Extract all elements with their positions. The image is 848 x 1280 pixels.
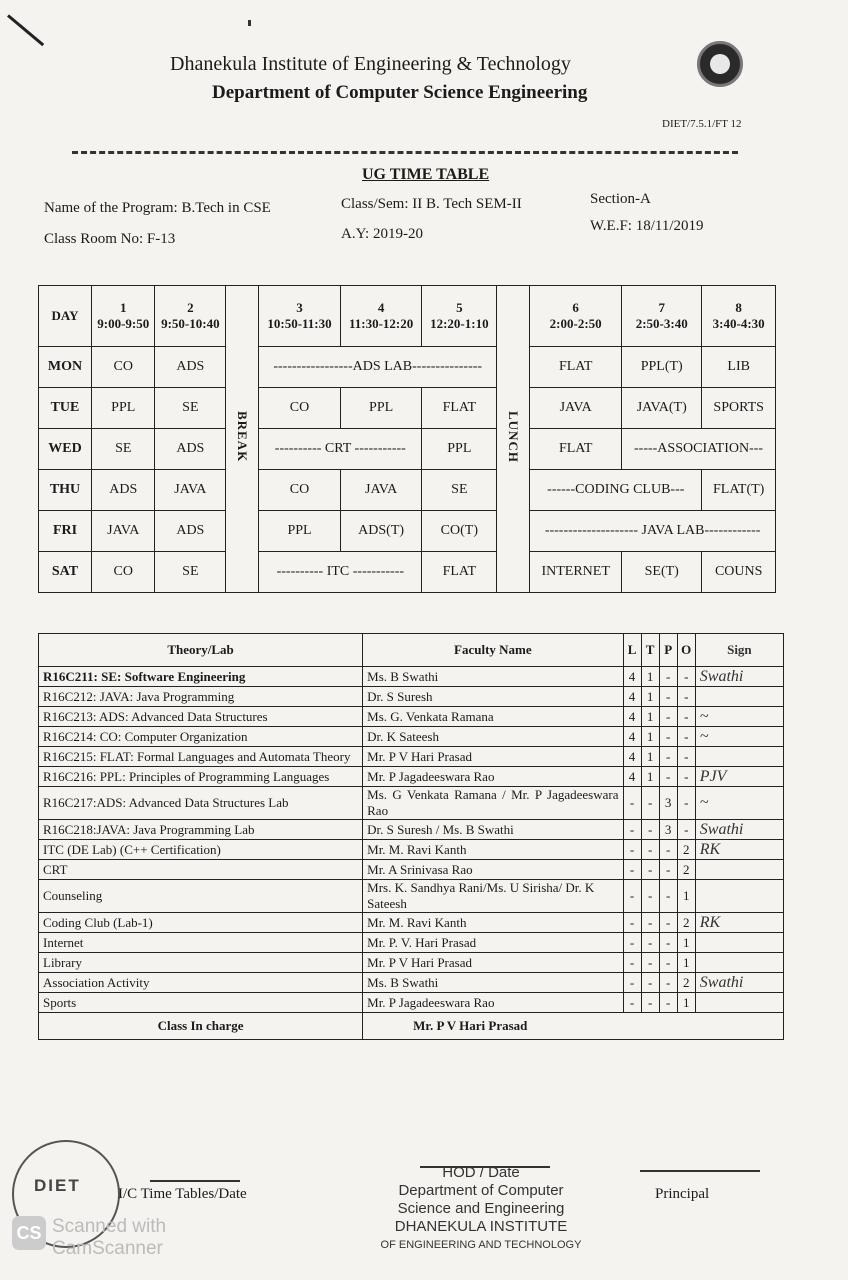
slot-cell: ADS [155,429,226,470]
period-num: 1 [119,300,127,315]
academic-year: A.Y: 2019-20 [341,226,423,242]
p-cell: - [659,687,677,707]
day-cell: MON [39,347,92,388]
t-cell: - [641,993,659,1013]
o-cell: 2 [677,973,695,993]
subject-cell: Association Activity [39,973,363,993]
subject-cell: R16C212: JAVA: Java Programming [39,687,363,707]
subject-cell: R16C215: FLAT: Formal Languages and Automata Theory [39,747,363,767]
t-cell: 1 [641,747,659,767]
faculty-cell: Ms. G Venkata Ramana / Mr. P Jagadeeswara Rao [363,787,623,820]
wef-date: W.E.F: 18/11/2019 [590,218,704,234]
l-header: L [623,634,641,667]
period-8-header [702,286,776,347]
hod-line: OF ENGINEERING AND TECHNOLOGY [380,1239,582,1251]
o-cell: 1 [677,993,695,1013]
l-cell: - [623,953,641,973]
l-cell: - [623,933,641,953]
l-cell: 4 [623,667,641,687]
subject-cell: R16C218:JAVA: Java Programming Lab [39,820,363,840]
institute-name: Dhanekula Institute of Engineering & Technology [170,53,571,75]
subject-cell: CRT [39,860,363,880]
signature-cell [695,993,783,1013]
signature-cell [695,953,783,973]
timetable [38,285,776,593]
faculty-cell: Ms. B Swathi [363,667,623,687]
subject-cell: Counseling [39,880,363,913]
slot-cell: ------CODING CLUB--- [530,470,702,511]
slot-cell: ---------- ITC ----------- [259,552,422,593]
p-cell: - [659,667,677,687]
hod-line: HOD / Date [442,1164,520,1181]
subject-cell: R16C214: CO: Computer Organization [39,727,363,747]
page-title: UG TIME TABLE [362,166,490,183]
hod-signature [420,1152,550,1168]
subject-cell: R16C211: SE: Software Engineering [39,667,363,687]
l-cell: 4 [623,727,641,747]
t-cell: - [641,787,659,820]
t-cell: 1 [641,667,659,687]
break-column [226,286,259,593]
faculty-cell: Mr. P Jagadeeswara Rao [363,993,623,1013]
section: Section-A [590,191,651,207]
o-cell: - [677,820,695,840]
period-1-header [92,286,155,347]
t-cell: 1 [641,687,659,707]
t-cell: - [641,860,659,880]
slot-cell: JAVA [155,470,226,511]
l-cell: - [623,880,641,913]
period-4-header [340,286,422,347]
faculty-row [39,667,784,687]
pen-mark [7,14,44,46]
timetable-header-row [39,286,776,347]
t-cell: - [641,913,659,933]
faculty-cell: Ms. B Swathi [363,973,623,993]
l-cell: - [623,840,641,860]
t-cell: 1 [641,727,659,747]
slot-cell: -------------------- JAVA LAB------------ [530,511,776,552]
class-sem: Class/Sem: II B. Tech SEM-II [341,196,522,212]
l-cell: 4 [623,687,641,707]
period-num: 3 [296,300,303,315]
faculty-row [39,880,784,913]
slot-cell: SE [155,552,226,593]
faculty-cell: Mr. M. Ravi Kanth [363,840,623,860]
faculty-cell: Dr. S Suresh [363,687,623,707]
period-2-header [155,286,226,347]
hod-line: DHANEKULA INSTITUTE [394,1218,568,1235]
day-cell: FRI [39,511,92,552]
t-cell: - [641,840,659,860]
faculty-cell: Mr. P V Hari Prasad [363,953,623,973]
p-cell: - [659,860,677,880]
p-cell: - [659,880,677,913]
faculty-cell: Ms. G. Venkata Ramana [363,707,623,727]
l-cell: - [623,860,641,880]
day-cell: THU [39,470,92,511]
signature-cell [695,747,783,767]
lunch-column [497,286,530,593]
period-num: 6 [572,300,579,315]
faculty-cell: Mr. P V Hari Prasad [363,747,623,767]
p-cell: - [659,707,677,727]
faculty-cell: Mr. M. Ravi Kanth [363,913,623,933]
t-cell: - [641,820,659,840]
slot-cell: -----------------ADS LAB--------------- [259,347,497,388]
incharge-name: Mr. P V Hari Prasad [363,1013,784,1040]
o-cell: 1 [677,953,695,973]
slot-cell: FLAT(T) [702,470,776,511]
camscanner-watermark [52,1216,166,1260]
faculty-row [39,820,784,840]
signature-cell: Swathi [695,820,783,840]
slot-cell: CO(T) [422,511,497,552]
p-cell: - [659,973,677,993]
l-cell: - [623,993,641,1013]
sign-header: Sign [695,634,783,667]
o-cell: - [677,787,695,820]
camscanner-logo-icon: CS [12,1216,46,1250]
period-time: 11:30-12:20 [348,316,414,331]
signature-cell: ~ [695,727,783,747]
signature-cell: RK [695,913,783,933]
faculty-table [38,633,784,1040]
o-cell: - [677,747,695,767]
signature-cell: ~ [695,787,783,820]
logo-center [710,54,730,74]
slot-cell: SPORTS [702,388,776,429]
p-cell: 3 [659,787,677,820]
faculty-cell: Mrs. K. Sandhya Rani/Ms. U Sirisha/ Dr. K Sateesh [363,880,623,913]
faculty-row [39,953,784,973]
slot-cell: -----ASSOCIATION--- [622,429,776,470]
slot-cell: FLAT [422,552,497,593]
faculty-cell: Dr. K Sateesh [363,727,623,747]
period-time: 10:50-11:30 [267,316,332,331]
day-header: DAY [39,286,92,347]
period-time: 3:40-4:30 [712,316,765,331]
faculty-row [39,973,784,993]
faculty-row [39,707,784,727]
o-cell: - [677,667,695,687]
day-cell: WED [39,429,92,470]
t-header: T [641,634,659,667]
subject-cell: Internet [39,933,363,953]
signature-cell: PJV [695,767,783,787]
p-cell: - [659,933,677,953]
faculty-row [39,747,784,767]
t-cell: 1 [641,707,659,727]
slot-cell: JAVA [340,470,422,511]
faculty-row [39,993,784,1013]
faculty-row [39,787,784,820]
slot-cell: INTERNET [530,552,622,593]
hod-line: Science and Engineering [397,1200,565,1217]
period-time: 2:00-2:50 [549,316,602,331]
period-7-header [622,286,702,347]
faculty-row [39,767,784,787]
t-cell: - [641,973,659,993]
subject-cell: R16C216: PPL: Principles of Programming Languages [39,767,363,787]
faculty-row [39,840,784,860]
l-cell: 4 [623,747,641,767]
period-3-header [259,286,341,347]
p-cell: - [659,727,677,747]
slot-cell: ADS [92,470,155,511]
signature-cell [695,860,783,880]
incharge-label: Class In charge [39,1013,363,1040]
p-cell: 3 [659,820,677,840]
principal-label: Principal [655,1186,710,1202]
signature-cell: RK [695,840,783,860]
incharge-row [39,1013,784,1040]
document-ref: DIET/7.5.1/FT 12 [662,118,742,130]
classroom-no: Class Room No: F-13 [44,231,176,247]
period-num: 7 [658,300,665,315]
p-cell: - [659,840,677,860]
slot-cell: PPL [92,388,155,429]
l-cell: - [623,973,641,993]
slot-cell: SE [422,470,497,511]
day-cell: SAT [39,552,92,593]
slot-cell: CO [92,552,155,593]
period-6-header [530,286,622,347]
o-cell: 2 [677,840,695,860]
institute-logo-icon [697,41,743,87]
subject-header: Theory/Lab [39,634,363,667]
slot-cell: JAVA [530,388,622,429]
l-cell: 4 [623,707,641,727]
timetable-row-tue [39,388,776,429]
faculty-cell: Dr. S Suresh / Ms. B Swathi [363,820,623,840]
l-cell: - [623,787,641,820]
o-cell: 1 [677,933,695,953]
t-cell: - [641,880,659,913]
slot-cell: ---------- CRT ----------- [259,429,422,470]
o-header: O [677,634,695,667]
signature-cell [695,933,783,953]
p-cell: - [659,993,677,1013]
faculty-row [39,933,784,953]
faculty-cell: Mr. P. V. Hari Prasad [363,933,623,953]
break-label: BREAK [235,411,251,463]
o-cell: - [677,687,695,707]
day-cell: TUE [39,388,92,429]
slot-cell: CO [92,347,155,388]
period-time: 2:50-3:40 [635,316,688,331]
period-time: 9:00-9:50 [97,316,150,331]
p-cell: - [659,747,677,767]
slot-cell: ADS [155,347,226,388]
period-num: 5 [456,300,463,315]
faculty-cell: Mr. A Srinivasa Rao [363,860,623,880]
l-cell: - [623,820,641,840]
subject-cell: R16C213: ADS: Advanced Data Structures [39,707,363,727]
subject-cell: R16C217:ADS: Advanced Data Structures Lab [39,787,363,820]
t-cell: - [641,953,659,973]
period-time: 12:20-1:10 [430,316,489,331]
p-cell: - [659,913,677,933]
period-num: 4 [377,300,385,315]
o-cell: - [677,767,695,787]
l-cell: 4 [623,767,641,787]
timetable-row-wed [39,429,776,470]
faculty-row [39,687,784,707]
slot-cell: ADS [155,511,226,552]
slot-cell: FLAT [530,347,622,388]
program-name: Name of the Program: B.Tech in CSE [44,200,271,216]
timetable-row-sat [39,552,776,593]
tt-incharge-label: I/C Time Tables/Date [118,1186,247,1202]
l-cell: - [623,913,641,933]
period-num: 8 [735,300,742,315]
slot-cell: PPL(T) [622,347,702,388]
timetable-row-fri [39,511,776,552]
faculty-row [39,913,784,933]
faculty-header-row [39,634,784,667]
slot-cell: SE [155,388,226,429]
lunch-label: LUNCH [506,411,522,463]
p-cell: - [659,767,677,787]
o-cell: 1 [677,880,695,913]
timetable-row-thu [39,470,776,511]
signature-cell [695,880,783,913]
o-cell: - [677,727,695,747]
o-cell: 2 [677,913,695,933]
slot-cell: SE(T) [622,552,702,593]
faculty-cell: Mr. P Jagadeeswara Rao [363,767,623,787]
o-cell: - [677,707,695,727]
signature-cell: Swathi [695,973,783,993]
slot-cell: CO [259,388,341,429]
slot-cell: PPL [259,511,341,552]
slot-cell: SE [92,429,155,470]
period-time: 9:50-10:40 [161,316,220,331]
tt-incharge-signature [150,1170,240,1182]
slot-cell: COUNS [702,552,776,593]
department-name: Department of Computer Science Engineering [212,82,588,103]
signature-cell: ~ [695,707,783,727]
subject-cell: ITC (DE Lab) (C++ Certification) [39,840,363,860]
hod-stamp [356,1164,606,1254]
watermark-line: CamScanner [52,1238,163,1259]
stamp-text: DIET [34,1176,81,1195]
faculty-row [39,727,784,747]
slot-cell: FLAT [422,388,497,429]
subject-cell: Library [39,953,363,973]
dashed-divider [72,151,738,154]
watermark-line: Scanned with [52,1216,167,1237]
subject-cell: Coding Club (Lab-1) [39,913,363,933]
slot-cell: FLAT [530,429,622,470]
subject-cell: Sports [39,993,363,1013]
p-cell: - [659,953,677,973]
principal-signature [640,1160,760,1172]
pen-dot [248,20,251,26]
p-header: P [659,634,677,667]
signature-cell [695,687,783,707]
faculty-row [39,860,784,880]
slot-cell: PPL [340,388,422,429]
slot-cell: CO [259,470,341,511]
period-num: 2 [187,300,194,315]
slot-cell: PPL [422,429,497,470]
timetable-row-mon [39,347,776,388]
period-5-header [422,286,497,347]
slot-cell: JAVA [92,511,155,552]
slot-cell: JAVA(T) [622,388,702,429]
o-cell: 2 [677,860,695,880]
t-cell: 1 [641,767,659,787]
slot-cell: ADS(T) [340,511,422,552]
slot-cell: LIB [702,347,776,388]
faculty-header: Faculty Name [363,634,623,667]
hod-line: Department of Computer [398,1182,564,1199]
signature-cell: Swathi [695,667,783,687]
t-cell: - [641,933,659,953]
